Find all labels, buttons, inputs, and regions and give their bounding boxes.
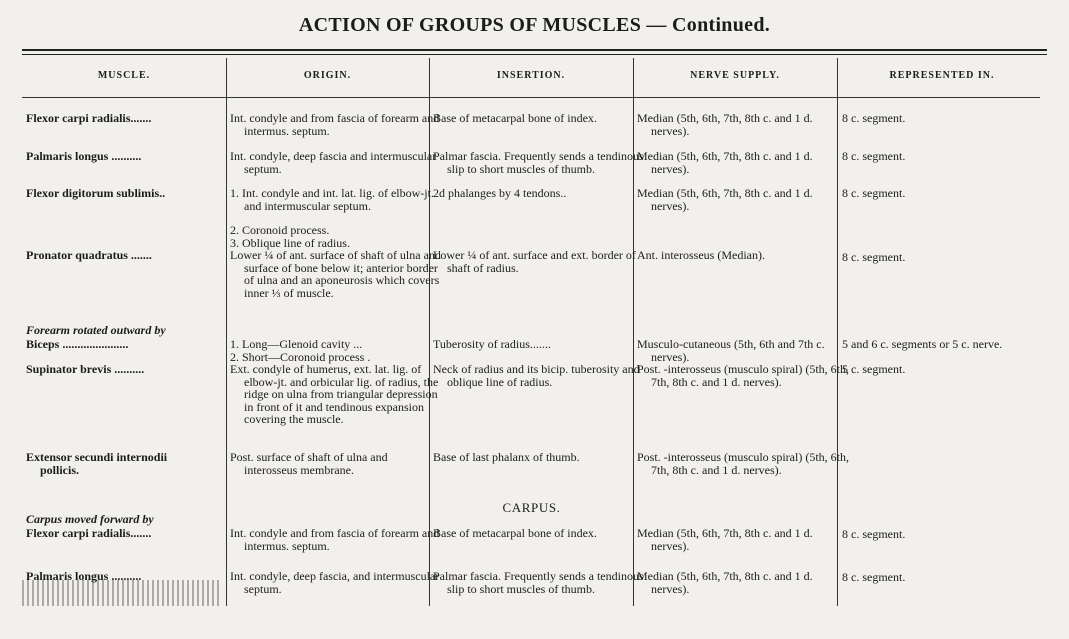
header-rule [634, 97, 837, 98]
column-divider [226, 58, 227, 606]
title-rule-top [22, 49, 1047, 51]
represented-text: 5 c. segment. [842, 362, 906, 376]
nerve-text: Musculo-cutaneous (5th, 6th and 7th c. nerves). [637, 337, 825, 364]
muscle-name: pollicis. [40, 463, 80, 477]
header-origin: ORIGIN. [303, 70, 352, 81]
represented-text: 5 and 6 c. segments or 5 c. nerve. [842, 337, 1003, 351]
origin-text: Int. condyle and from fascia of forearm and intermus. septum. [230, 111, 440, 138]
muscle-name: Flexor digitorum sublimis.. [26, 186, 166, 200]
nerve-text: Ant. interosseus (Median). [637, 248, 765, 262]
muscle-name: Supinator brevis .......... [26, 362, 145, 376]
represented-text: 8 c. segment. [842, 250, 906, 264]
insertion-text: Palmar fascia. Frequently sends a tendinous slip to short muscles of thumb. [433, 149, 644, 176]
header-rule [22, 97, 226, 98]
column-divider [633, 58, 634, 606]
nerve-text: Median (5th, 6th, 7th, 8th c. and 1 d. nerves). [637, 186, 813, 213]
nerve-text: Median (5th, 6th, 7th, 8th c. and 1 d. nerves). [637, 149, 813, 176]
title-rule-bottom [22, 54, 1047, 55]
represented-text: 8 c. segment. [842, 527, 906, 541]
origin-text: Lower ¼ of ant. surface of shaft of ulna and surface of bone below it; anterior border of ulna and an aponeurosis which covers inner ⅓ of muscle. [230, 248, 441, 300]
insertion-text: Base of metacarpal bone of index. [433, 111, 597, 125]
muscle-name: Extensor secundi internodii [26, 450, 168, 464]
origin-text: 2. Short—Coronoid process . [230, 350, 371, 364]
origin-text: 3. Oblique line of radius. [230, 236, 350, 250]
represented-text: 8 c. segment. [842, 149, 906, 163]
origin-text: Int. condyle, deep fascia and intermuscular septum. [230, 149, 437, 176]
origin-text: 1. Int. condyle and int. lat. lig. of elbow-jt. and intermuscular septum. [230, 186, 434, 213]
origin-text: Int. condyle and from fascia of forearm and intermus. septum. [230, 526, 440, 553]
muscle-name: Palmaris longus .......... [26, 149, 142, 163]
group-label: Carpus moved forward by [26, 512, 154, 526]
represented-text: 8 c. segment. [842, 570, 906, 584]
header-rule [430, 97, 633, 98]
column-divider [837, 58, 838, 606]
nerve-text: Median (5th, 6th, 7th, 8th c. and 1 d. nerves). [637, 569, 813, 596]
insertion-text: Neck of radius and its bicip. tuberosity and oblique line of radius. [433, 362, 640, 389]
origin-text: Post. surface of shaft of ulna and interosseus membrane. [230, 450, 388, 477]
header-rule [227, 97, 429, 98]
muscle-name: Biceps ...................... [26, 337, 129, 351]
represented-text: 8 c. segment. [842, 111, 906, 125]
insertion-text: 2d phalanges by 4 tendons.. [433, 186, 567, 200]
muscle-name: Pronator quadratus ....... [26, 248, 152, 262]
nerve-text: Post. -interosseus (musculo spiral) (5th, 6th, 7th, 8th c. and 1 d. nerves). [637, 450, 849, 477]
header-represented-in: REPRESENTED IN. [889, 70, 995, 81]
header-insertion: INSERTION. [496, 70, 566, 81]
insertion-text: Base of last phalanx of thumb. [433, 450, 580, 464]
insertion-text: Palmar fascia. Frequently sends a tendinous slip to short muscles of thumb. [433, 569, 644, 596]
muscle-name: Flexor carpi radialis....... [26, 111, 152, 125]
muscle-name: Flexor carpi radialis....... [26, 526, 152, 540]
group-label: Forearm rotated outward by [26, 323, 166, 337]
origin-text: 2. Coronoid process. [230, 223, 330, 237]
nerve-text: Post. -interosseus (musculo spiral) (5th, 6th, 7th, 8th c. and 1 d. nerves). [637, 362, 849, 389]
insertion-text: Base of metacarpal bone of index. [433, 526, 597, 540]
origin-text: 1. Long—Glenoid cavity ... [230, 337, 363, 351]
header-muscle: MUSCLE. [97, 70, 151, 81]
nerve-text: Median (5th, 6th, 7th, 8th c. and 1 d. nerves). [637, 111, 813, 138]
represented-text: 8 c. segment. [842, 186, 906, 200]
column-divider [429, 58, 430, 606]
scan-artifact [22, 580, 222, 606]
section-title-carpus: CARPUS. [502, 500, 561, 515]
origin-text: Int. condyle, deep fascia, and intermuscular septum. [230, 569, 440, 596]
page-title: ACTION OF GROUPS OF MUSCLES — Continued. [298, 14, 771, 36]
insertion-text: Lower ¼ of ant. surface and ext. border of shaft of radius. [433, 248, 636, 275]
header-nerve-supply: NERVE SUPPLY. [690, 70, 780, 81]
header-rule [838, 97, 1040, 98]
origin-text: Ext. condyle of humerus, ext. lat. lig. of elbow-jt. and orbicular lig. of radius, the ridge on ulna from triangular depression in front of it and tendinous expansion covering the muscle. [230, 362, 439, 427]
muscle-name: Palmaris longus .......... [26, 569, 142, 583]
insertion-text: Tuberosity of radius....... [433, 337, 551, 351]
nerve-text: Median (5th, 6th, 7th, 8th c. and 1 d. nerves). [637, 526, 813, 553]
